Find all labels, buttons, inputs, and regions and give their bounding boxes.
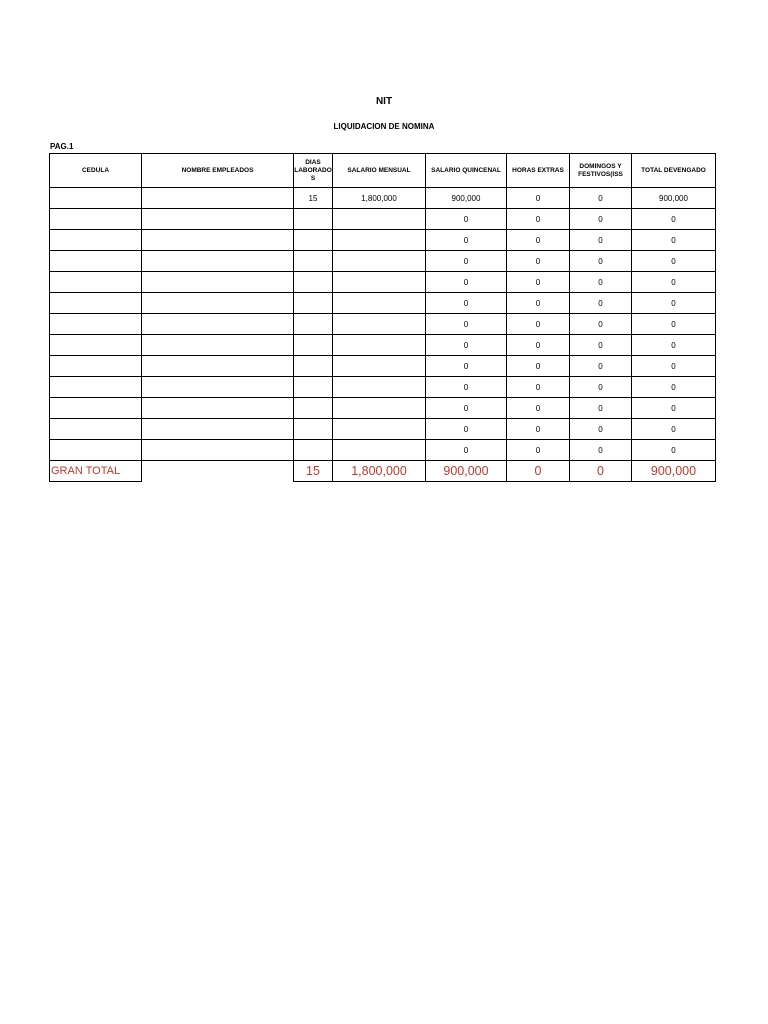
cell-total-devengado: 0	[632, 209, 716, 230]
cell-total-devengado: 0	[632, 272, 716, 293]
column-header-domingos-festivos: DOMINGOS Y FESTIVOS(ISS	[570, 154, 632, 188]
cell-salario-mensual	[333, 419, 426, 440]
cell-total-devengado: 0	[632, 293, 716, 314]
cell-salario-quincenal: 900,000	[426, 188, 507, 209]
cell-salario-quincenal: 0	[426, 398, 507, 419]
payroll-table	[49, 153, 716, 482]
table-row	[50, 419, 716, 440]
grand-total-label: GRAN TOTAL	[50, 461, 142, 482]
cell-nombre	[142, 356, 294, 377]
cell-salario-mensual	[333, 440, 426, 461]
cell-total-devengado: 0	[632, 419, 716, 440]
cell-salario-mensual	[333, 377, 426, 398]
grand-total-dias: 15	[294, 461, 333, 482]
cell-cedula	[50, 230, 142, 251]
cell-domingos: 0	[570, 251, 632, 272]
cell-cedula	[50, 419, 142, 440]
cell-salario-mensual	[333, 209, 426, 230]
cell-domingos: 0	[570, 230, 632, 251]
cell-dias	[294, 230, 333, 251]
header-row	[50, 154, 716, 188]
cell-salario-mensual	[333, 230, 426, 251]
cell-total-devengado: 0	[632, 230, 716, 251]
cell-dias	[294, 209, 333, 230]
table-row	[50, 377, 716, 398]
cell-salario-quincenal: 0	[426, 356, 507, 377]
cell-horas-extras: 0	[507, 209, 570, 230]
cell-dias	[294, 272, 333, 293]
cell-cedula	[50, 272, 142, 293]
table-row	[50, 398, 716, 419]
cell-salario-quincenal: 0	[426, 335, 507, 356]
cell-salario-quincenal: 0	[426, 272, 507, 293]
cell-total-devengado: 0	[632, 356, 716, 377]
cell-salario-quincenal: 0	[426, 419, 507, 440]
grand-total-row	[50, 461, 716, 482]
cell-salario-quincenal: 0	[426, 314, 507, 335]
cell-nombre	[142, 272, 294, 293]
table-row	[50, 440, 716, 461]
cell-horas-extras: 0	[507, 314, 570, 335]
cell-nombre	[142, 440, 294, 461]
cell-total-devengado: 900,000	[632, 188, 716, 209]
cell-cedula	[50, 251, 142, 272]
grand-total-domingos: 0	[570, 461, 632, 482]
cell-domingos: 0	[570, 398, 632, 419]
table-row	[50, 209, 716, 230]
cell-salario-quincenal: 0	[426, 377, 507, 398]
cell-domingos: 0	[570, 335, 632, 356]
table-row	[50, 293, 716, 314]
cell-domingos: 0	[570, 377, 632, 398]
cell-cedula	[50, 314, 142, 335]
cell-salario-mensual	[333, 293, 426, 314]
cell-horas-extras: 0	[507, 377, 570, 398]
cell-cedula	[50, 398, 142, 419]
cell-domingos: 0	[570, 209, 632, 230]
table-row	[50, 230, 716, 251]
cell-domingos: 0	[570, 272, 632, 293]
column-header-cedula: CEDULA	[50, 154, 142, 188]
cell-dias: 15	[294, 188, 333, 209]
column-header-salario-quincenal: SALARIO QUINCENAL	[426, 154, 507, 188]
cell-dias	[294, 251, 333, 272]
grand-total-blank	[142, 461, 294, 482]
cell-salario-quincenal: 0	[426, 293, 507, 314]
cell-horas-extras: 0	[507, 251, 570, 272]
cell-dias	[294, 419, 333, 440]
cell-nombre	[142, 230, 294, 251]
cell-domingos: 0	[570, 419, 632, 440]
cell-dias	[294, 398, 333, 419]
cell-nombre	[142, 188, 294, 209]
cell-horas-extras: 0	[507, 335, 570, 356]
cell-salario-quincenal: 0	[426, 251, 507, 272]
cell-total-devengado: 0	[632, 251, 716, 272]
page-label: PAG.1	[50, 142, 74, 151]
column-header-horas-extras: HORAS EXTRAS	[507, 154, 570, 188]
table-row	[50, 272, 716, 293]
cell-horas-extras: 0	[507, 230, 570, 251]
cell-dias	[294, 314, 333, 335]
cell-salario-mensual	[333, 251, 426, 272]
cell-horas-extras: 0	[507, 440, 570, 461]
table-row	[50, 314, 716, 335]
cell-total-devengado: 0	[632, 398, 716, 419]
cell-cedula	[50, 440, 142, 461]
cell-cedula	[50, 377, 142, 398]
cell-cedula	[50, 335, 142, 356]
cell-cedula	[50, 293, 142, 314]
cell-total-devengado: 0	[632, 335, 716, 356]
column-header-total-devengado: TOTAL DEVENGADO	[632, 154, 716, 188]
cell-salario-quincenal: 0	[426, 230, 507, 251]
column-header-salario-mensual: SALARIO MENSUAL	[333, 154, 426, 188]
column-header-nombre-empleados: NOMBRE EMPLEADOS	[142, 154, 294, 188]
document-title: NIT	[375, 96, 393, 107]
cell-nombre	[142, 398, 294, 419]
table-row	[50, 188, 716, 209]
grand-total-salario-quincenal: 900,000	[426, 461, 507, 482]
cell-horas-extras: 0	[507, 398, 570, 419]
cell-horas-extras: 0	[507, 272, 570, 293]
cell-salario-mensual	[333, 335, 426, 356]
cell-nombre	[142, 314, 294, 335]
cell-nombre	[142, 251, 294, 272]
cell-horas-extras: 0	[507, 293, 570, 314]
cell-cedula	[50, 209, 142, 230]
cell-salario-mensual	[333, 314, 426, 335]
cell-domingos: 0	[570, 440, 632, 461]
cell-horas-extras: 0	[507, 419, 570, 440]
cell-total-devengado: 0	[632, 440, 716, 461]
grand-total-salario-mensual: 1,800,000	[333, 461, 426, 482]
cell-nombre	[142, 335, 294, 356]
table-row	[50, 335, 716, 356]
grand-total-horas-extras: 0	[507, 461, 570, 482]
cell-nombre	[142, 419, 294, 440]
cell-domingos: 0	[570, 356, 632, 377]
cell-salario-mensual	[333, 356, 426, 377]
cell-cedula	[50, 356, 142, 377]
cell-nombre	[142, 209, 294, 230]
cell-salario-quincenal: 0	[426, 440, 507, 461]
cell-dias	[294, 440, 333, 461]
document-subtitle: LIQUIDACION DE NOMINA	[333, 122, 435, 131]
cell-dias	[294, 335, 333, 356]
cell-domingos: 0	[570, 293, 632, 314]
cell-horas-extras: 0	[507, 356, 570, 377]
cell-salario-quincenal: 0	[426, 209, 507, 230]
table-row	[50, 251, 716, 272]
cell-dias	[294, 377, 333, 398]
cell-salario-mensual	[333, 272, 426, 293]
cell-total-devengado: 0	[632, 314, 716, 335]
cell-salario-mensual: 1,800,000	[333, 188, 426, 209]
cell-domingos: 0	[570, 314, 632, 335]
cell-horas-extras: 0	[507, 188, 570, 209]
cell-salario-mensual	[333, 398, 426, 419]
cell-nombre	[142, 377, 294, 398]
cell-total-devengado: 0	[632, 377, 716, 398]
cell-dias	[294, 293, 333, 314]
grand-total-devengado: 900,000	[632, 461, 716, 482]
cell-cedula	[50, 188, 142, 209]
column-header-dias-laborados: DIAS LABORADO S	[294, 154, 333, 188]
cell-domingos: 0	[570, 188, 632, 209]
table-row	[50, 356, 716, 377]
cell-dias	[294, 356, 333, 377]
cell-nombre	[142, 293, 294, 314]
